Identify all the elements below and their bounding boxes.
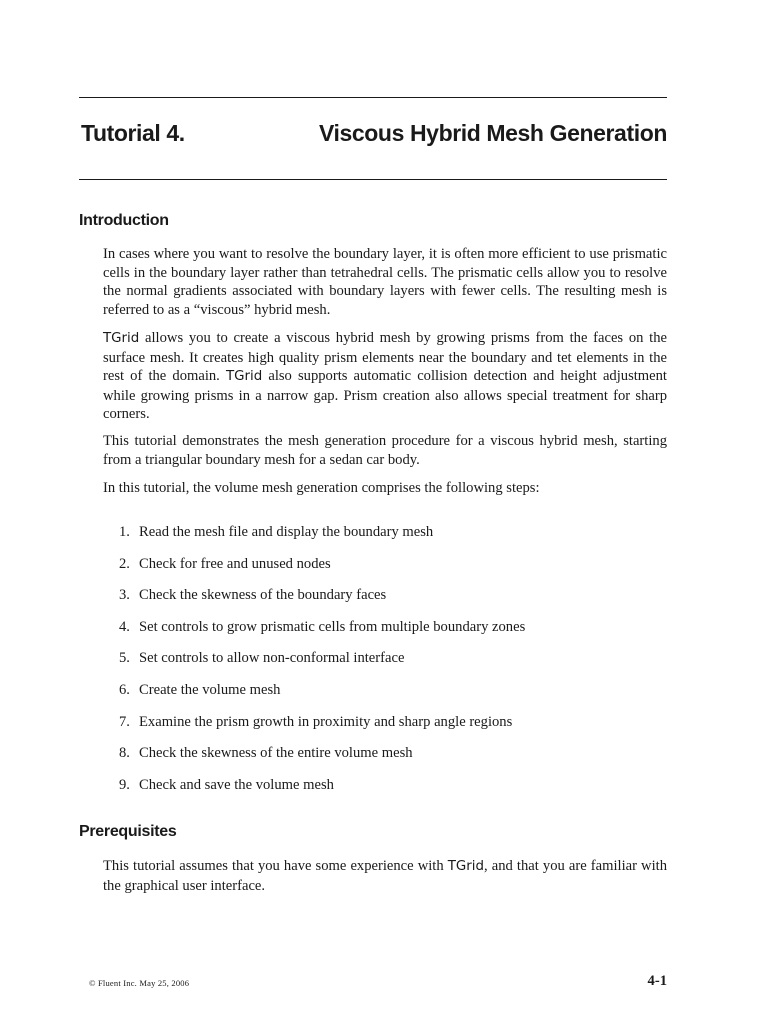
product-name: TGrid (447, 859, 485, 874)
step-number: 1. (119, 524, 130, 540)
intro-paragraph-1: In cases where you want to resolve the boundary layer, it is often more efficient to use prismatic cells in the boundary layer rather than tetrahedral cells. The prismatic cells allow you to resolve the normal gradients associated with boundary layers with fewer cells. The resulting mesh is referred to as a “viscous” hybrid mesh. (103, 246, 667, 318)
step-text: Set controls to grow prismatic cells from multiple boundary zones (139, 618, 526, 635)
list-item (103, 713, 667, 745)
chapter-number: Tutorial 4. (81, 120, 185, 146)
step-number: 8. (119, 745, 130, 762)
chapter-heading (81, 120, 667, 156)
step-number: 7. (119, 713, 130, 730)
prerequisites-part-1: This tutorial assumes that you have some experience with (103, 858, 448, 874)
list-item (103, 555, 667, 587)
list-item (103, 744, 667, 776)
step-number: 5. (119, 650, 130, 667)
step-number: 4. (119, 618, 130, 635)
header-rule-top (79, 97, 667, 98)
list-item (103, 618, 667, 650)
product-name: TGrid (225, 369, 263, 385)
list-item (103, 776, 667, 808)
list-item (103, 523, 667, 555)
step-number: 2. (119, 555, 130, 572)
header-rule-bottom (79, 179, 667, 180)
step-number: 3. (119, 587, 130, 604)
product-name: TGrid (103, 331, 140, 346)
list-item (103, 649, 667, 681)
step-text: Set controls to allow non-conformal interface (139, 650, 405, 667)
step-text: Check the skewness of the entire volume mesh (139, 745, 413, 762)
prerequisites-paragraph (103, 857, 667, 895)
step-text: Read the mesh file and display the boundary mesh (139, 524, 434, 540)
list-item (103, 681, 667, 713)
intro-paragraph-2-part-1: allows you to create a viscous hybrid mesh by growing prisms from the faces on the surface mesh. It creates high quality prism elements near the boundary and tet elements in the rest of the domain. (103, 330, 667, 385)
step-text: Create the volume mesh (139, 681, 281, 698)
intro-paragraph-2 (103, 329, 667, 424)
intro-paragraph-4: In this tutorial, the volume mesh generation comprises the following steps: (103, 480, 540, 496)
step-text: Check and save the volume mesh (139, 776, 334, 793)
intro-paragraph-2-part-2: also supports automatic collision detection and height adjustment while growing prisms in a narrow gap. Prism creation also allows special treatment for sharp corners. (103, 368, 667, 423)
footer-copyright: © Fluent Inc. May 25, 2006 (89, 978, 190, 988)
introduction-heading: Introduction (79, 212, 169, 229)
step-number: 9. (119, 776, 130, 793)
list-item (103, 586, 667, 618)
prerequisites-part-2: , and that you are familiar with the graphical user interface. (103, 858, 667, 894)
steps-list (103, 523, 667, 807)
step-text: Check the skewness of the boundary faces (139, 587, 387, 604)
step-text: Examine the prism growth in proximity and sharp angle regions (139, 713, 513, 730)
step-text: Check for free and unused nodes (139, 555, 331, 572)
prerequisites-heading: Prerequisites (79, 823, 177, 840)
chapter-title: Viscous Hybrid Mesh Generation (318, 120, 667, 146)
intro-paragraph-3: This tutorial demonstrates the mesh generation procedure for a viscous hybrid mesh, starting from a triangular boundary mesh for a sedan car body. (103, 433, 667, 468)
step-number: 6. (119, 681, 130, 698)
page-number: 4-1 (647, 973, 667, 989)
